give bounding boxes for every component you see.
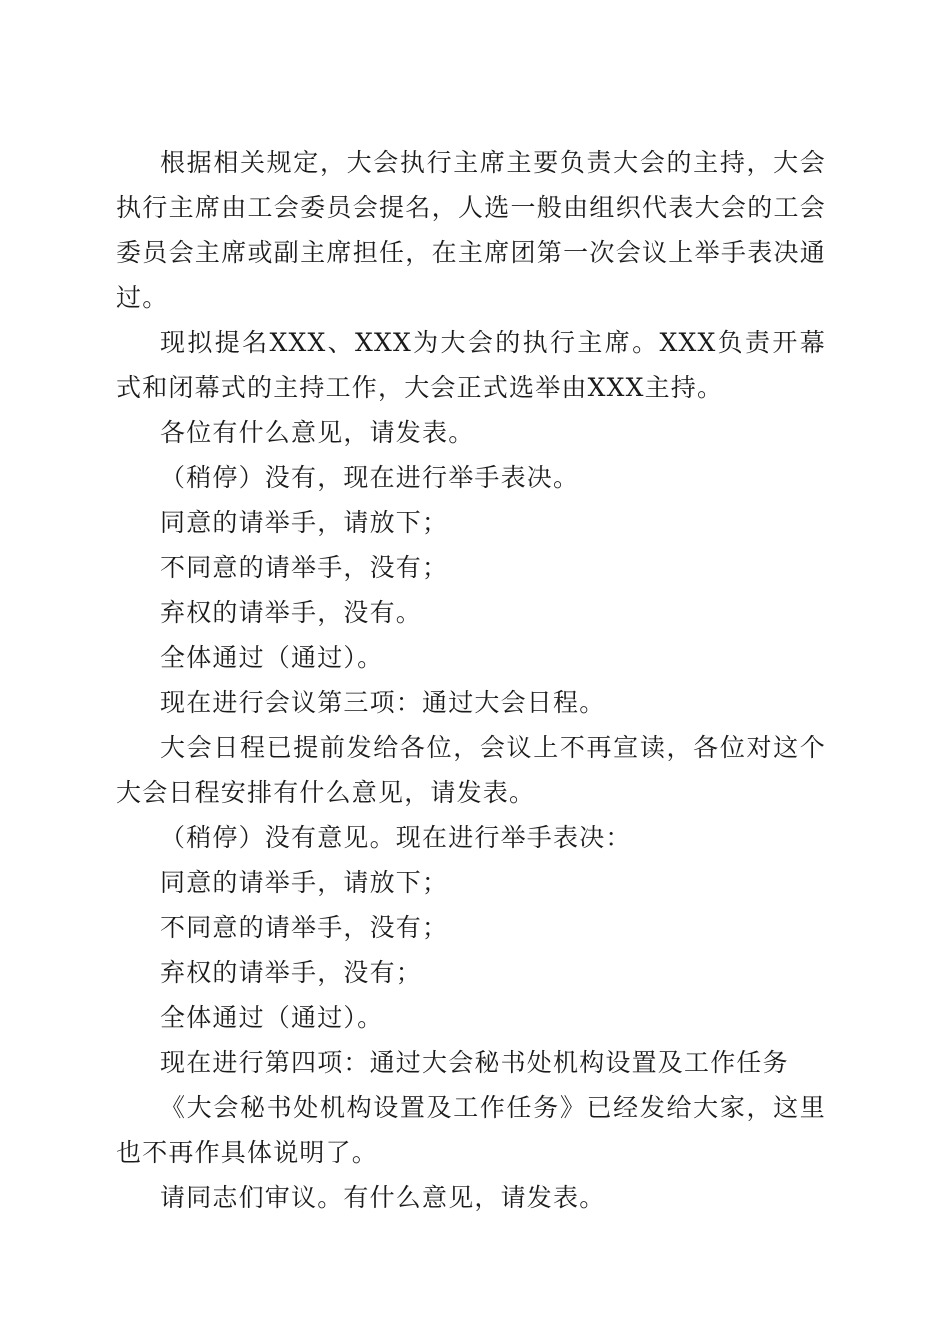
paragraph: 全体通过（通过）。 [160,1003,384,1032]
paragraph: 弃权的请举手，没有。 [160,598,423,627]
paragraph: 请同志们审议。有什么意见，请发表。 [160,1183,606,1212]
paragraph: 弃权的请举手，没有； [160,958,423,987]
paragraph: 各位有什么意见，请发表。 [160,418,475,447]
paragraph: 现在进行会议第三项：通过大会日程。 [160,688,606,717]
paragraph: 现拟提名XXX、XXX为大会的执行主席。XXX负责开幕式和闭幕式的主持工作，大会正式选举由XXX主持。 [116,328,826,402]
paragraph: 不同意的请举手，没有； [160,553,449,582]
paragraph: （稍停）没有意见。现在进行举手表决： [160,823,632,852]
paragraph: 《大会秘书处机构设置及工作任务》已经发给大家，这里也不再作具体说明了。 [116,1093,826,1167]
paragraph: 同意的请举手，请放下； [160,868,449,897]
paragraph: 根据相关规定，大会执行主席主要负责大会的主持，大会执行主席由工会委员会提名，人选一般由组织代表大会的工会委员会主席或副主席担任，在主席团第一次会议上举手表决通过。 [116,148,826,312]
paragraph: （稍停）没有，现在进行举手表决。 [160,463,580,492]
paragraph: 同意的请举手，请放下； [160,508,449,537]
paragraph: 全体通过（通过）。 [160,643,384,672]
document-body [116,140,826,1220]
paragraph: 不同意的请举手，没有； [160,913,449,942]
paragraph: 现在进行第四项：通过大会秘书处机构设置及工作任务 [160,1048,789,1077]
paragraph: 大会日程已提前发给各位，会议上不再宣读，各位对这个大会日程安排有什么意见，请发表。 [116,733,826,807]
